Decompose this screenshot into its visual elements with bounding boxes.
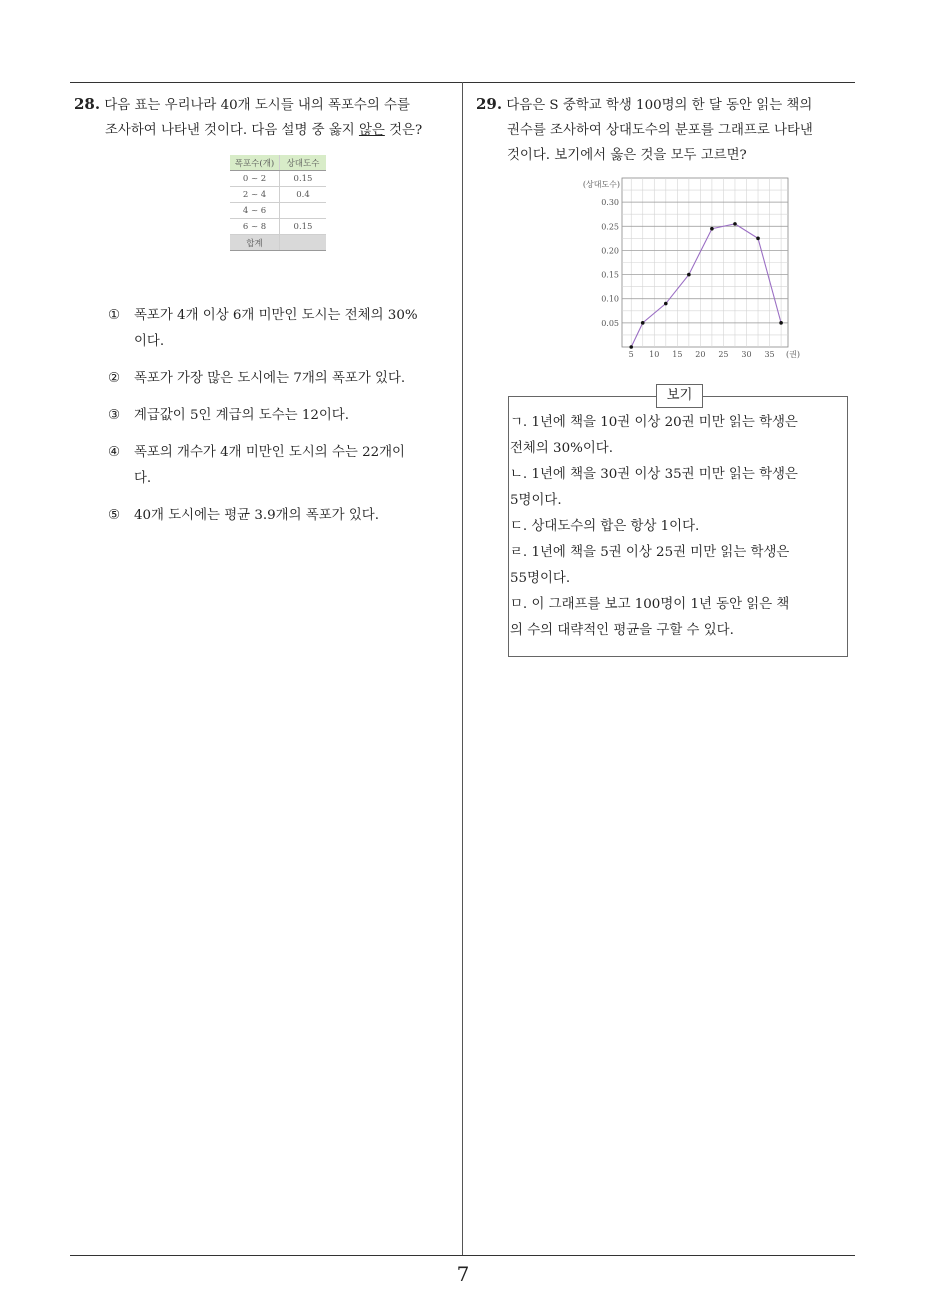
- bogi-item: ㄴ. 1년에 책을 30권 이상 35권 미만 읽는 학생은: [510, 467, 798, 482]
- x-tick-label: 25: [718, 350, 729, 359]
- data-point: [779, 321, 783, 325]
- q28-line2: 조사하여 나타낸 것이다. 다음 설명 중 옳지 않은 것은?: [105, 123, 423, 138]
- x-tick-label: 10: [649, 350, 660, 359]
- choice-mark: ④: [108, 445, 121, 460]
- table-cell: 0.15: [280, 219, 327, 235]
- data-point: [756, 237, 760, 241]
- choice-mark: ①: [108, 308, 121, 323]
- q29-line2: 권수를 조사하여 상대도수의 분포를 그래프로 나타낸: [507, 123, 813, 138]
- column-divider: [462, 82, 463, 1255]
- table-header-row: [230, 155, 326, 171]
- data-point: [641, 321, 645, 325]
- data-point: [664, 302, 668, 306]
- choice-2[interactable]: [108, 366, 453, 392]
- choice-text-cont: 다.: [134, 471, 152, 486]
- choice-text: 폭포가 가장 많은 도시에는 7개의 폭포가 있다.: [134, 371, 406, 386]
- x-tick-label: 15: [672, 350, 683, 359]
- bogi-item: ㅁ. 이 그래프를 보고 100명이 1년 동안 읽은 책: [510, 597, 790, 612]
- question-29: [476, 92, 858, 168]
- choice-text: 계급값이 5인 계급의 도수는 12이다.: [134, 408, 349, 423]
- bogi-title: 보기: [656, 384, 703, 408]
- relative-frequency-graph: [566, 176, 802, 362]
- y-tick-label: 0.15: [601, 270, 619, 280]
- q28-number: 28.: [74, 95, 101, 113]
- data-point: [733, 222, 737, 226]
- page-number: 7: [456, 1262, 470, 1286]
- q28-underlined-word: 않은: [358, 123, 385, 138]
- table-cell: 0.4: [280, 187, 327, 203]
- x-tick-label: 35: [764, 350, 775, 359]
- y-axis-label: (상대도수): [582, 180, 620, 189]
- table-row: [230, 203, 326, 219]
- bogi-item: ㄹ. 1년에 책을 5권 이상 25권 미만 읽는 학생은: [510, 545, 790, 560]
- choice-text: 폭포의 개수가 4개 미만인 도시의 수는 22개이: [134, 445, 405, 460]
- table-header-cell: 상대도수: [280, 155, 327, 171]
- table-cell: [280, 203, 327, 219]
- bogi-item: 의 수의 대략적인 평균을 구할 수 있다.: [510, 623, 734, 638]
- q29-number: 29.: [476, 95, 503, 113]
- data-point: [629, 345, 633, 349]
- bottom-rule: [70, 1255, 855, 1256]
- y-tick-label: 0.10: [601, 294, 619, 304]
- table-cell: [280, 235, 327, 251]
- q29-line3: 것이다. 보기에서 옳은 것을 모두 고르면?: [507, 148, 747, 163]
- bogi-item: ㄱ. 1년에 책을 10권 이상 20권 미만 읽는 학생은: [510, 415, 798, 430]
- y-tick-label: 0.25: [601, 222, 619, 232]
- table-cell: 0.15: [280, 171, 327, 187]
- y-tick-label: 0.05: [601, 318, 619, 328]
- table-cell: 0 ~ 2: [230, 171, 280, 187]
- choice-mark: ⑤: [108, 508, 121, 523]
- data-point: [710, 227, 714, 231]
- question-28: [74, 92, 458, 143]
- choice-3[interactable]: [108, 403, 453, 429]
- table-cell: 2 ~ 4: [230, 187, 280, 203]
- y-tick-label: 0.20: [601, 246, 619, 256]
- x-tick-label: 20: [695, 350, 706, 359]
- table-header-cell: 폭포수(개): [230, 155, 280, 171]
- bogi-item: 55명이다.: [510, 571, 571, 586]
- q28-choices: [108, 303, 453, 540]
- choice-mark: ②: [108, 371, 121, 386]
- table-cell: 4 ~ 6: [230, 203, 280, 219]
- choice-4[interactable]: [108, 440, 453, 492]
- table-cell: 합계: [230, 235, 280, 251]
- choice-text: 40개 도시에는 평균 3.9개의 폭포가 있다.: [134, 508, 379, 523]
- q28-line1: 28. 다음 표는 우리나라 40개 도시들 내의 폭포수의 수를: [74, 95, 410, 113]
- bogi-item: 전체의 30%이다.: [510, 441, 613, 456]
- table-row: [230, 187, 326, 203]
- bogi-item: ㄷ. 상대도수의 합은 항상 1이다.: [510, 519, 700, 534]
- bogi-item: 5명이다.: [510, 493, 562, 508]
- x-tick-label: 30: [741, 350, 752, 359]
- frequency-table: [230, 155, 326, 251]
- x-tick-label: 5: [628, 350, 634, 359]
- x-axis-unit: (권): [786, 350, 800, 359]
- choice-5[interactable]: [108, 503, 453, 529]
- data-point: [687, 273, 691, 277]
- bogi-items: [510, 410, 846, 644]
- q29-line1: 29. 다음은 S 중학교 학생 100명의 한 달 동안 읽는 책의: [476, 95, 813, 113]
- choice-1[interactable]: [108, 303, 453, 355]
- table-row: [230, 171, 326, 187]
- table-cell: 6 ~ 8: [230, 219, 280, 235]
- choice-mark: ③: [108, 408, 121, 423]
- choice-text: 폭포가 4개 이상 6개 미만인 도시는 전체의 30%: [134, 308, 418, 323]
- table-total-row: [230, 235, 326, 251]
- y-tick-label: 0.30: [601, 198, 619, 208]
- table-row: [230, 219, 326, 235]
- choice-text-cont: 이다.: [134, 334, 165, 349]
